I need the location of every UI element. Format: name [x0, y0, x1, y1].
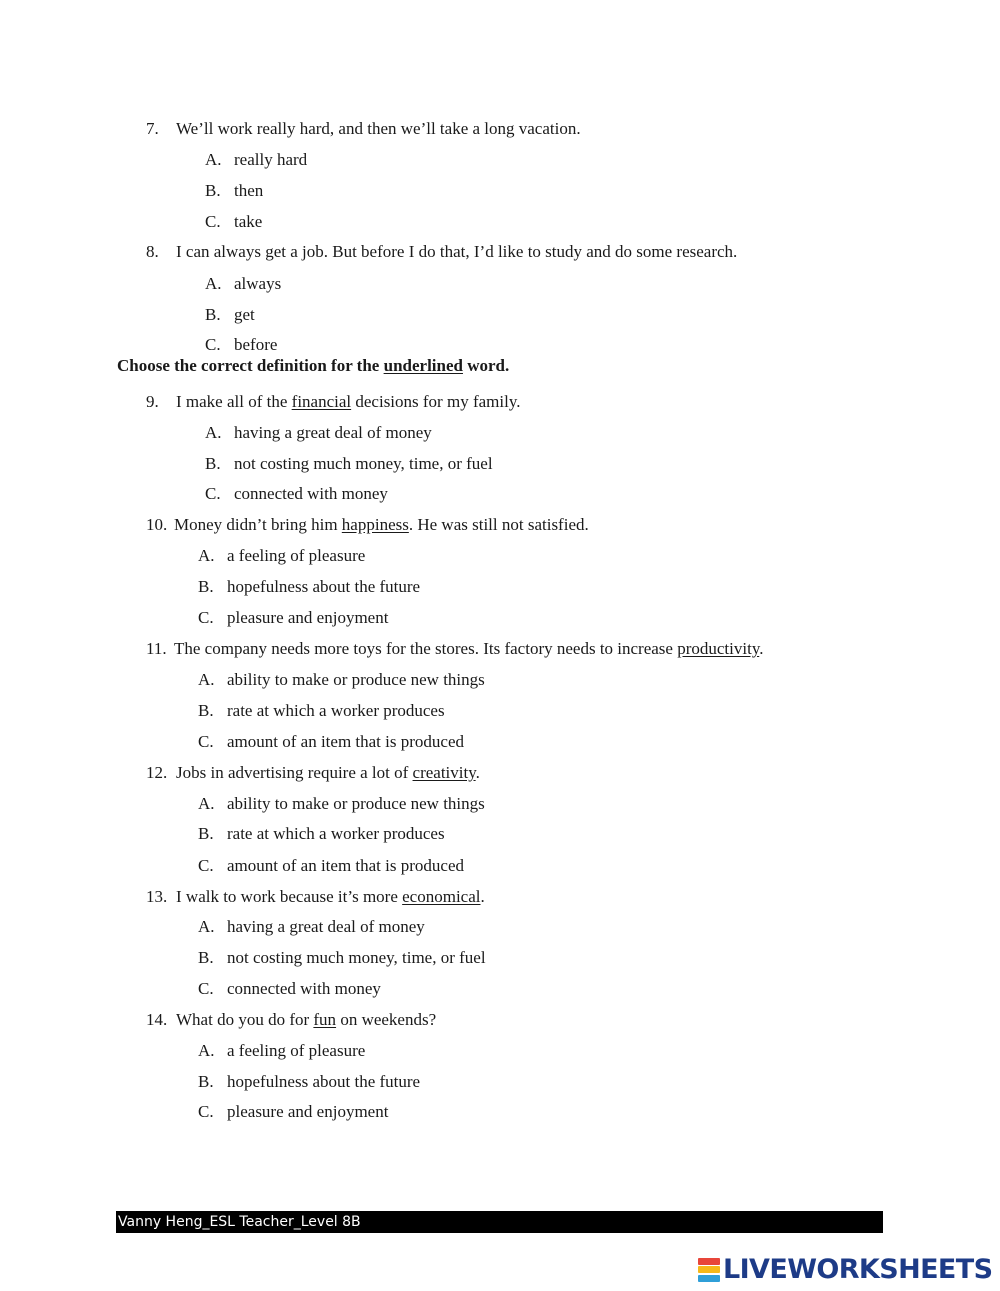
- q10-option-b-letter: B.: [198, 577, 214, 596]
- q8-option-b[interactable]: get: [234, 305, 255, 324]
- q10-text-before: Money didn’t bring him: [174, 515, 338, 534]
- q12-text-after: .: [475, 763, 480, 782]
- q10-option-b[interactable]: hopefulness about the future: [227, 577, 421, 596]
- q11-underlined-word: productivity: [677, 639, 760, 658]
- q10-underlined-word: happiness: [341, 515, 409, 534]
- q13-option-b-letter: B.: [198, 948, 214, 967]
- q10-option-c[interactable]: pleasure and enjoyment: [227, 608, 389, 627]
- q12-option-a[interactable]: ability to make or produce new things: [227, 794, 485, 813]
- section-instruction: [117, 356, 509, 376]
- q11-option-b[interactable]: rate at which a worker produces: [227, 701, 445, 720]
- q11-option-b-letter: B.: [198, 701, 214, 720]
- q14-option-b-letter: B.: [198, 1072, 214, 1091]
- liveworksheets-logo[interactable]: [698, 1255, 992, 1285]
- q11-text-before: The company needs more toys for the stores. Its factory needs to increase: [174, 639, 673, 658]
- q12-underlined-word: creativity: [412, 763, 476, 782]
- q11-option-a-letter: A.: [198, 670, 215, 689]
- question-11-number: 11.: [146, 639, 167, 658]
- q10-option-a[interactable]: a feeling of pleasure: [227, 546, 366, 565]
- q13-option-c-letter: C.: [198, 979, 214, 998]
- q7-option-c-letter: C.: [205, 212, 221, 231]
- q10-option-c-letter: C.: [198, 608, 214, 627]
- q14-option-b[interactable]: hopefulness about the future: [227, 1072, 421, 1091]
- question-12-number: 12.: [146, 763, 168, 782]
- q9-option-a[interactable]: having a great deal of money: [234, 423, 432, 442]
- brand-text: LIVEWORKSHEETS: [723, 1254, 993, 1285]
- q9-option-b[interactable]: not costing much money, time, or fuel: [234, 454, 493, 473]
- q12-text-before: Jobs in advertising require a lot of: [176, 763, 409, 782]
- q11-option-c-letter: C.: [198, 732, 214, 751]
- question-10-number: 10.: [146, 515, 168, 534]
- liveworksheets-icon: [698, 1258, 720, 1282]
- question-12-text: [176, 763, 480, 783]
- q8-option-c[interactable]: before: [234, 335, 278, 354]
- q9-option-c-letter: C.: [205, 484, 221, 503]
- footer-bar: [116, 1211, 883, 1233]
- q7-option-b-letter: B.: [205, 181, 221, 200]
- q12-option-b-letter: B.: [198, 824, 214, 843]
- q8-option-a[interactable]: always: [234, 274, 282, 293]
- question-13-number: 13.: [146, 887, 168, 906]
- q7-option-a-letter: A.: [205, 150, 222, 169]
- question-13-text: [176, 887, 485, 907]
- q8-option-a-letter: A.: [205, 274, 222, 293]
- question-9-text: [176, 392, 520, 412]
- question-8-text: I can always get a job. But before I do that, I’d like to study and do some research.: [176, 242, 738, 261]
- question-9-number: 9.: [146, 392, 159, 411]
- q9-option-c[interactable]: connected with money: [234, 484, 388, 503]
- q13-underlined-word: economical: [402, 887, 481, 906]
- q13-option-b[interactable]: not costing much money, time, or fuel: [227, 948, 486, 967]
- q7-option-c[interactable]: take: [234, 212, 263, 231]
- q10-text-after: . He was still not satisfied.: [408, 515, 589, 534]
- q12-option-b[interactable]: rate at which a worker produces: [227, 824, 445, 843]
- q10-option-a-letter: A.: [198, 546, 215, 565]
- instruction-before: Choose the correct definition for the: [117, 356, 380, 375]
- q9-option-a-letter: A.: [205, 423, 222, 442]
- question-14-number: 14.: [146, 1010, 168, 1029]
- q11-text-after: .: [759, 639, 764, 658]
- q12-option-a-letter: A.: [198, 794, 215, 813]
- q14-text-after: on weekends?: [340, 1010, 437, 1029]
- q9-underlined-word: financial: [291, 392, 352, 411]
- q14-underlined-word: fun: [313, 1010, 337, 1029]
- question-7-text: We’ll work really hard, and then we’ll take a long vacation.: [176, 119, 581, 138]
- q13-option-a-letter: A.: [198, 917, 215, 936]
- footer-text: Vanny Heng_ESL Teacher_Level 8B: [118, 1214, 361, 1230]
- q14-option-c[interactable]: pleasure and enjoyment: [227, 1102, 389, 1121]
- question-8-number: 8.: [146, 242, 159, 261]
- q13-option-c[interactable]: connected with money: [227, 979, 381, 998]
- q9-text-before: I make all of the: [176, 392, 288, 411]
- question-7-number: 7.: [146, 119, 159, 138]
- q11-option-a[interactable]: ability to make or produce new things: [227, 670, 485, 689]
- q13-text-before: I walk to work because it’s more: [176, 887, 398, 906]
- question-10-text: [174, 515, 589, 535]
- question-14-text: [176, 1010, 436, 1030]
- q14-option-c-letter: C.: [198, 1102, 214, 1121]
- q14-text-before: What do you do for: [176, 1010, 310, 1029]
- q12-option-c[interactable]: amount of an item that is produced: [227, 856, 464, 875]
- q7-option-b[interactable]: then: [234, 181, 264, 200]
- q14-option-a-letter: A.: [198, 1041, 215, 1060]
- q8-option-c-letter: C.: [205, 335, 221, 354]
- q13-option-a[interactable]: having a great deal of money: [227, 917, 425, 936]
- q14-option-a[interactable]: a feeling of pleasure: [227, 1041, 366, 1060]
- q9-text-after: decisions for my family.: [355, 392, 521, 411]
- instruction-underlined: underlined: [383, 356, 463, 375]
- q11-option-c[interactable]: amount of an item that is produced: [227, 732, 464, 751]
- instruction-after: word.: [467, 356, 510, 375]
- q8-option-b-letter: B.: [205, 305, 221, 324]
- q9-option-b-letter: B.: [205, 454, 221, 473]
- q12-option-c-letter: C.: [198, 856, 214, 875]
- question-11-text: [174, 639, 763, 659]
- q7-option-a[interactable]: really hard: [234, 150, 308, 169]
- q13-text-after: .: [480, 887, 485, 906]
